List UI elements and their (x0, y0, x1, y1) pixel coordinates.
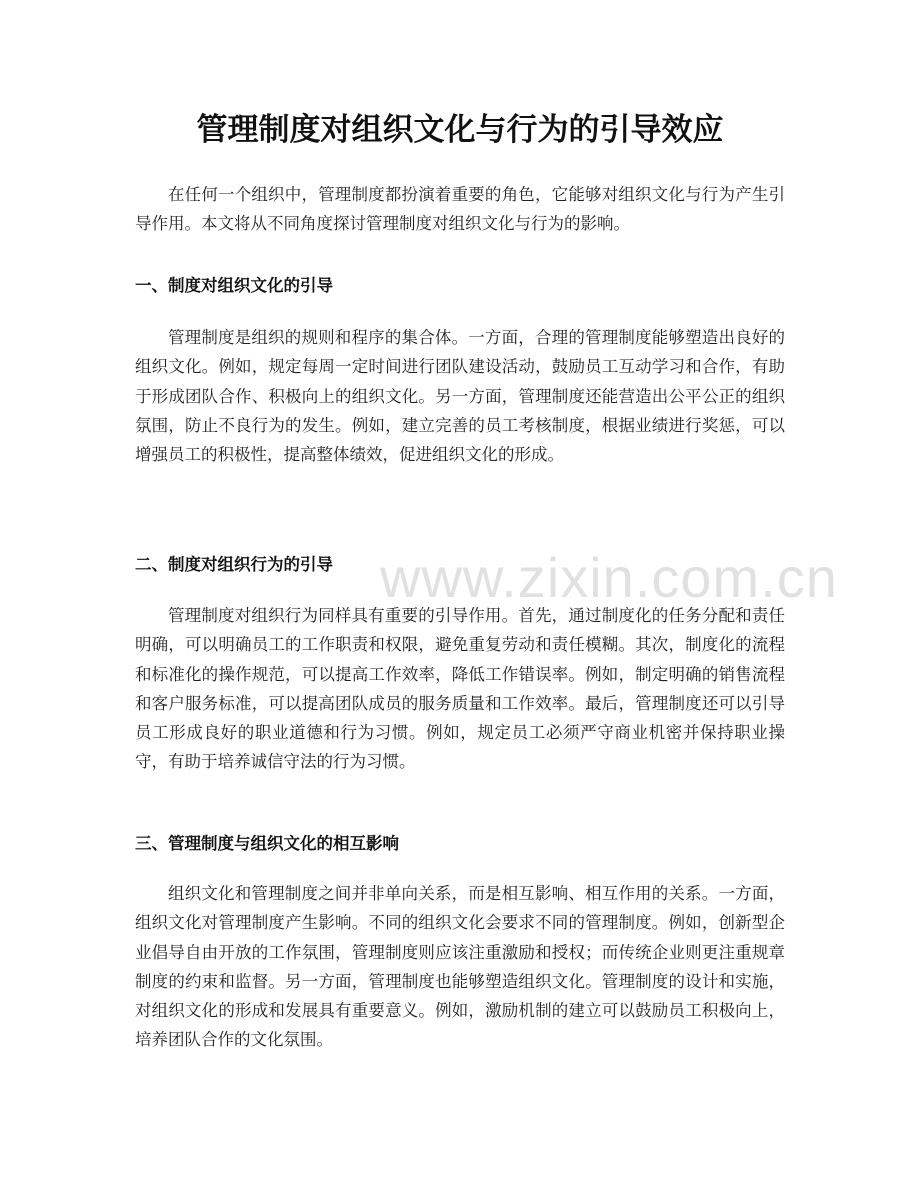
section-1-body: 管理制度是组织的规则和程序的集合体。一方面，合理的管理制度能够塑造出良好的组织文化。例如，规定每周一定时间进行团队建设活动，鼓励员工互动学习和合作，有助于形成团队合作、积极向上的组织文化。另一方面，管理制度还能营造出公平公正的组织氛围，防止不良行为的发生。例如，建立完善的员工考核制度，根据业绩进行奖惩，可以增强员工的积极性，提高整体绩效，促进组织文化的形成。 (135, 328, 785, 465)
section-2-heading: 二、制度对组织行为的引导 (135, 555, 333, 574)
section-2-body: 管理制度对组织行为同样具有重要的引导作用。首先，通过制度化的任务分配和责任明确，可以明确员工的工作职责和权限，避免重复劳动和责任模糊。其次，制度化的流程和标准化的操作规范，可以提高工作效率，降低工作错误率。例如，制定明确的销售流程和客户服务标准，可以提高团队成员的服务质量和工作效率。最后，管理制度还可以引导员工形成良好的职业道德和行为习惯。例如，规定员工必须严守商业机密并保持职业操守，有助于培养诚信守法的行为习惯。 (135, 606, 785, 772)
section-1-heading: 一、制度对组织文化的引导 (135, 276, 333, 295)
document-title: 管理制度对组织文化与行为的引导效应 (196, 112, 724, 148)
section-3-body: 组织文化和管理制度之间并非单向关系，而是相互影响、相互作用的关系。一方面，组织文化对管理制度产生影响。不同的组织文化会要求不同的管理制度。例如，创新型企业倡导自由开放的工作氛围，管理制度则应该注重激励和授权；而传统企业则更注重规章制度的约束和监督。另一方面，管理制度也能够塑造组织文化。管理制度的设计和实施，对组织文化的形成和发展具有重要意义。例如，激励机制的建立可以鼓励员工积极向上，培养团队合作的文化氛围。 (135, 884, 785, 1050)
intro-paragraph: 在任何一个组织中，管理制度都扮演着重要的角色，它能够对组织文化与行为产生引导作用。本文将从不同角度探讨管理制度对组织文化与行为的影响。 (135, 185, 785, 234)
watermark: www.zixin.com.cn (380, 546, 838, 609)
section-3-heading: 三、管理制度与组织文化的相互影响 (135, 834, 399, 853)
